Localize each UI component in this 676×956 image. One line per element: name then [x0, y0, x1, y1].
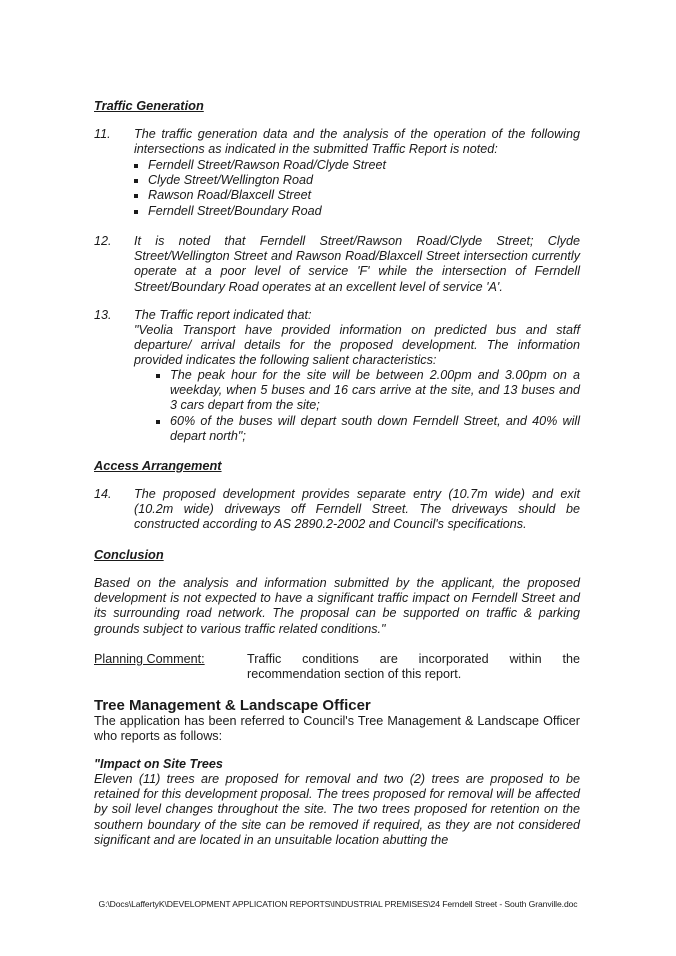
- conclusion-heading: Conclusion: [94, 547, 164, 562]
- list-item: Rawson Road/Blaxcell Street: [130, 188, 550, 203]
- item-12-text: It is noted that Ferndell Street/Rawson Road/Clyde Street; Clyde Street/Wellington Street and Rawson Road/Blaxcell Street intersection currently operate at a poor level of service 'F' while the intersection of Ferndell Street/Boundary Road operates at an excellent level of service 'A'.: [134, 234, 580, 294]
- impact-on-site-trees-text: Eleven (11) trees are proposed for removal and two (2) trees are proposed to be retained for this development proposal. The trees proposed for removal will be affected by soil level changes throughout the site. The two trees proposed for retention on the southern boundary of the site can be removed if required, as they are not considered significant and are located in an unsuitable location abutting the: [94, 772, 580, 847]
- tree-management-intro: The application has been referred to Council's Tree Management & Landscape Officer who reports as follows:: [94, 714, 580, 744]
- item-13-lead: The Traffic report indicated that:: [134, 308, 312, 322]
- document-path-footer: G:\Docs\LaffertyK\DEVELOPMENT APPLICATION REPORTS\INDUSTRIAL PREMISES\24 Ferndell Street - South Granville.doc: [98, 899, 578, 909]
- item-14-text: The proposed development provides separate entry (10.7m wide) and exit (10.2m wide) driveways off Ferndell Street. The driveways should be constructed according to AS 2890.2-2002 and Council's specifications.: [134, 487, 580, 532]
- item-12-number: 12.: [94, 234, 112, 248]
- item-14-number: 14.: [94, 487, 112, 501]
- planning-comment-label: Planning Comment:: [94, 652, 205, 666]
- list-item: 60% of the buses will depart south down Ferndell Street, and 40% will depart north";: [152, 414, 580, 444]
- list-item: The peak hour for the site will be between 2.00pm and 3.00pm on a weekday, when 5 buses and 16 cars arrive at the site, and 13 buses and 3 cars depart from the site;: [152, 368, 580, 414]
- traffic-generation-heading: Traffic Generation: [94, 98, 204, 113]
- conclusion-text: Based on the analysis and information submitted by the applicant, the proposed development is not expected to have a significant traffic impact on Ferndell Street and its surrounding road network. The proposal can be supported on traffic & parking grounds subject to various traffic related conditions.": [94, 576, 580, 636]
- tree-management-heading: Tree Management & Landscape Officer: [94, 697, 371, 714]
- item-11-bullet-list: [130, 158, 550, 219]
- planning-comment-text: Traffic conditions are incorporated within the recommendation section of this report.: [247, 652, 580, 682]
- item-11-number: 11.: [94, 127, 111, 141]
- item-11-text: The traffic generation data and the analysis of the operation of the following intersections as indicated in the submitted Traffic Report is noted:: [134, 127, 580, 157]
- access-arrangement-heading: Access Arrangement: [94, 458, 222, 473]
- item-13-number: 13.: [94, 308, 112, 322]
- impact-on-site-trees-subheading: "Impact on Site Trees: [94, 757, 223, 771]
- list-item: Ferndell Street/Boundary Road: [130, 204, 550, 219]
- list-item: Clyde Street/Wellington Road: [130, 173, 550, 188]
- list-item: Ferndell Street/Rawson Road/Clyde Street: [130, 158, 550, 173]
- item-13-quote: "Veolia Transport have provided information on predicted bus and staff departure/ arrival details for the proposed development. The information provided indicates the following salient characteristics:: [134, 323, 580, 368]
- item-13-bullet-list: [152, 368, 580, 444]
